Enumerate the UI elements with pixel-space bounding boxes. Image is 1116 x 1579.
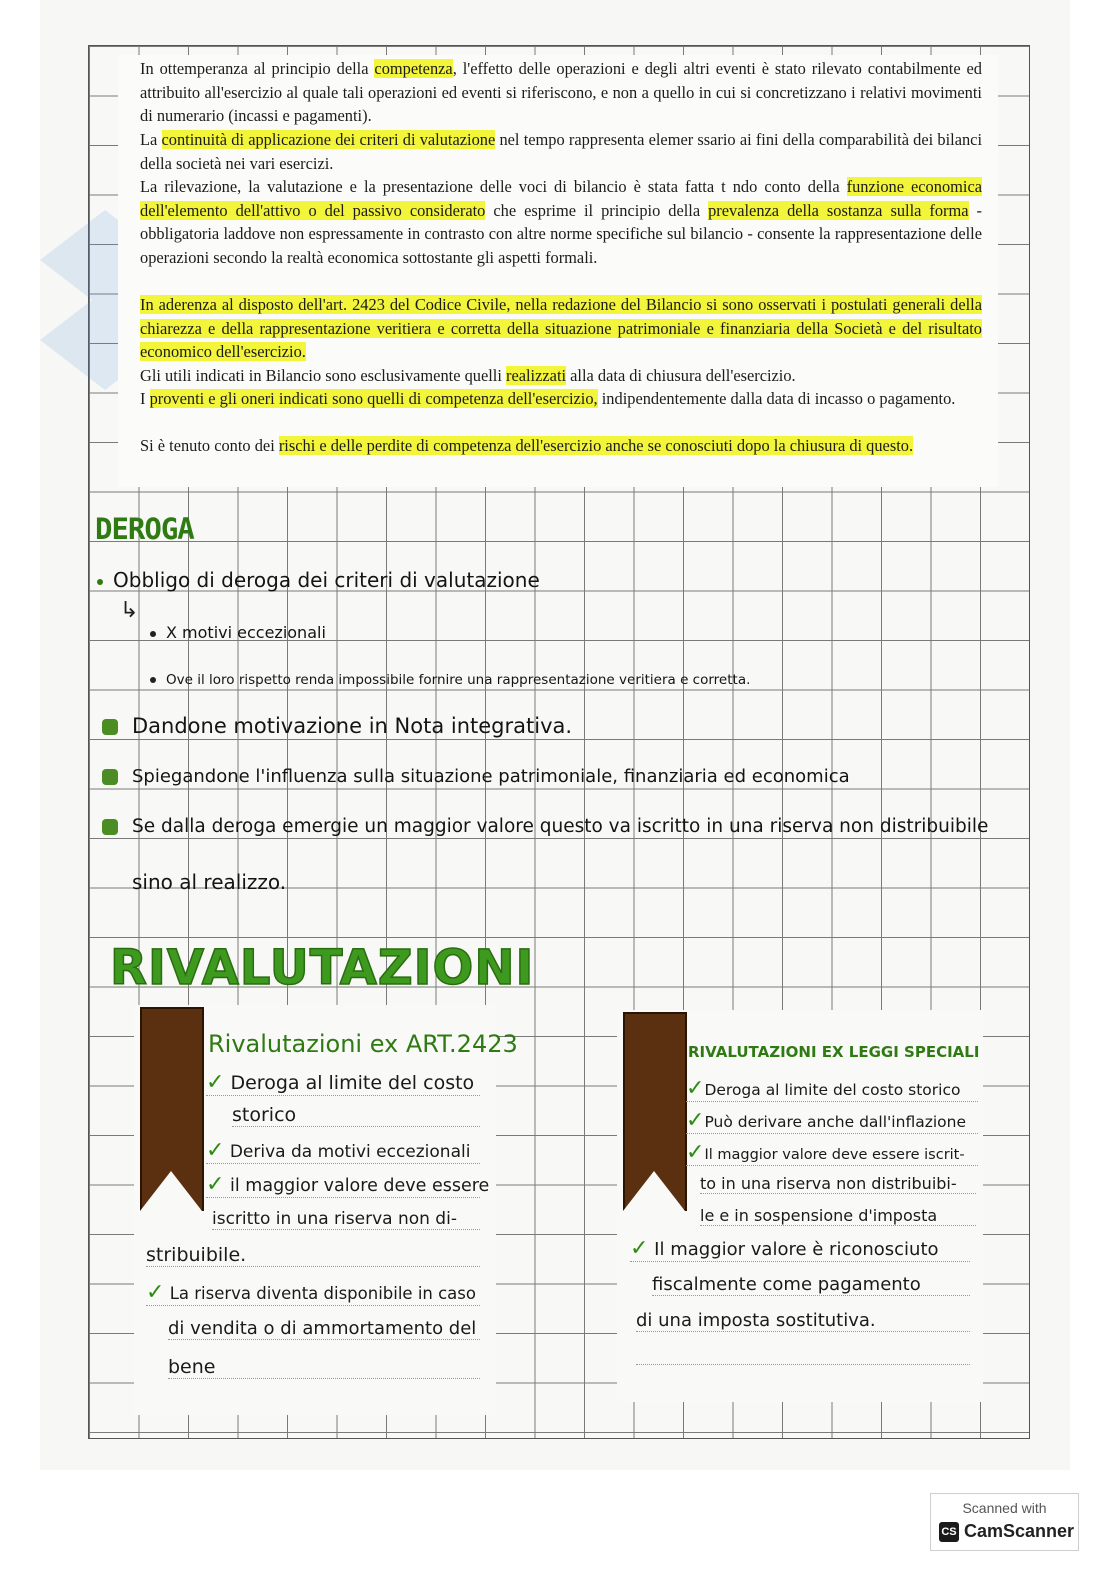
card-right-line: ✓ Il maggior valore è riconosciuto — [630, 1236, 970, 1262]
deroga-bullet-3: Se dalla deroga emergie un maggior valore questo va iscritto in una riserva non distribuibile — [102, 816, 988, 837]
bookmark-ribbon-icon — [140, 1007, 204, 1211]
paragraph-competenza: In ottemperanza al principio della competenza, l'effetto delle operazioni e degli altri eventi è stato rilevato contabilmente ed attribuito all'esercizio al quale tali operazioni ed eventi si riferiscono, e non a quello in cui si concretizzano i relativi movimenti di numerario (incassi e pagamenti). — [140, 59, 982, 125]
paragraph-utili: Gli utili indicati in Bilancio sono esclusivamente quelli realizzati alla data di chiusura dell'esercizio. — [140, 366, 796, 385]
deroga-ove: Ove il loro rispetto renda impossibile fornire una rappresentazione veritiera e corretta. — [150, 672, 750, 688]
paragraph-continuita: La continuità di applicazione dei criteri di valutazione nel tempo rappresenta elemer ssario ai fini della comparabilità dei bilanci della società nei vari esercizi. — [140, 130, 982, 173]
paragraph-rischi: Si è tenuto conto dei rischi e delle perdite di competenza dell'esercizio anche se conosciuti dopo la chiusura di questo. — [140, 436, 914, 455]
card-left-title: Rivalutazioni ex ART.2423 — [208, 1030, 518, 1058]
card-right-line: ✓Può derivare anche dall'inflazione — [686, 1108, 978, 1134]
bullet-dot-icon — [150, 677, 156, 683]
card-left-line: ✓ il maggior valore deve essere — [206, 1172, 490, 1197]
checkmark-icon: ✓ — [630, 1236, 649, 1261]
card-right-line: to in una riserva non distribuibi- — [700, 1174, 976, 1194]
card-right-title: RIVALUTAZIONI EX LEGGI SPECIALI — [688, 1043, 980, 1061]
deroga-obbligo: Obbligo di deroga dei criteri di valutazione — [97, 568, 540, 592]
card-left-line: ✓ Deroga al limite del costo — [206, 1070, 480, 1096]
checkmark-icon: ✓ — [146, 1280, 165, 1305]
green-square-bullet-icon — [102, 719, 118, 735]
deroga-motivi: X motivi eccezionali — [150, 623, 326, 642]
checkmark-icon: ✓ — [206, 1172, 225, 1197]
badge-caption: Scanned with — [962, 1500, 1047, 1516]
card-right-line: ✓Deroga al limite del costo storico — [686, 1076, 978, 1102]
card-right-line: di una imposta sostitutiva. — [636, 1310, 970, 1332]
card-left-line: stribuibile. — [146, 1244, 480, 1267]
checkmark-icon: ✓ — [206, 1070, 225, 1095]
card-left-line: bene — [168, 1356, 480, 1379]
camscanner-logo-icon: CS — [939, 1522, 959, 1542]
checkmark-icon: ✓ — [686, 1140, 705, 1165]
deroga-bullet-3-cont: sino al realizzo. — [132, 870, 287, 894]
bullet-dot-icon — [150, 631, 156, 637]
paragraph-proventi: I proventi e gli oneri indicati sono quelli di competenza dell'esercizio, indipendentemente dalla data di incasso o pagamento. — [140, 389, 956, 408]
camscanner-badge — [930, 1493, 1079, 1551]
card-right-empty-line — [636, 1364, 970, 1365]
paragraph-rilevazione: La rilevazione, la valutazione e la presentazione delle voci di bilancio è stata fatta t ndo conto della funzione economica dell'elemento dell'attivo o del passivo considerato che esprime il principio della prevalenza della sostanza sulla forma - obbligatoria laddove non espressamente in contrasto con altre norme specifiche sul bilancio - consente la rappresentazione delle operazioni secondo la realtà economica sottostante gli aspetti formali. — [140, 177, 982, 267]
bookmark-ribbon-icon — [623, 1012, 687, 1211]
green-square-bullet-icon — [102, 769, 118, 785]
card-left-line: ✓ Deriva da motivi eccezionali — [206, 1138, 480, 1164]
card-right-line: ✓Il maggior valore deve essere iscrit- — [686, 1140, 978, 1166]
card-left-line: iscritto in una riserva non di- — [212, 1209, 480, 1230]
paragraph-aderenza: In aderenza al disposto dell'art. 2423 del Codice Civile, nella redazione del Bilancio si sono osservati i postulati generali della chiarezza e della rappresentazione veritiera e corretta della situazione patrimoniale e finanziaria della Società e del risultato economico dell'esercizio. — [140, 295, 982, 361]
green-square-bullet-icon — [102, 819, 118, 835]
deroga-bullet-2: Spiegandone l'influenza sulla situazione patrimoniale, finanziaria ed economica — [102, 766, 850, 787]
printed-excerpt — [118, 55, 998, 487]
card-left-line: di vendita o di ammortamento del — [168, 1318, 480, 1340]
checkmark-icon: ✓ — [686, 1076, 705, 1101]
arrow-down-right-icon: ↳ — [120, 598, 139, 623]
checkmark-icon: ✓ — [206, 1138, 225, 1163]
badge-brand: CamScanner — [964, 1521, 1075, 1541]
card-left-line: storico — [232, 1104, 480, 1127]
bullet-dot-icon — [97, 579, 103, 585]
rivalutazioni-heading: RIVALUTAZIONI — [110, 940, 535, 996]
deroga-bullet-1: Dandone motivazione in Nota integrativa. — [102, 714, 572, 738]
checkmark-icon: ✓ — [686, 1108, 705, 1133]
card-right-line: le e in sospensione d'imposta — [700, 1206, 976, 1226]
card-left-line: ✓ La riserva diventa disponibile in caso — [146, 1280, 480, 1306]
deroga-heading: DEROGA — [95, 512, 194, 546]
card-right-line: fiscalmente come pagamento — [652, 1274, 970, 1296]
